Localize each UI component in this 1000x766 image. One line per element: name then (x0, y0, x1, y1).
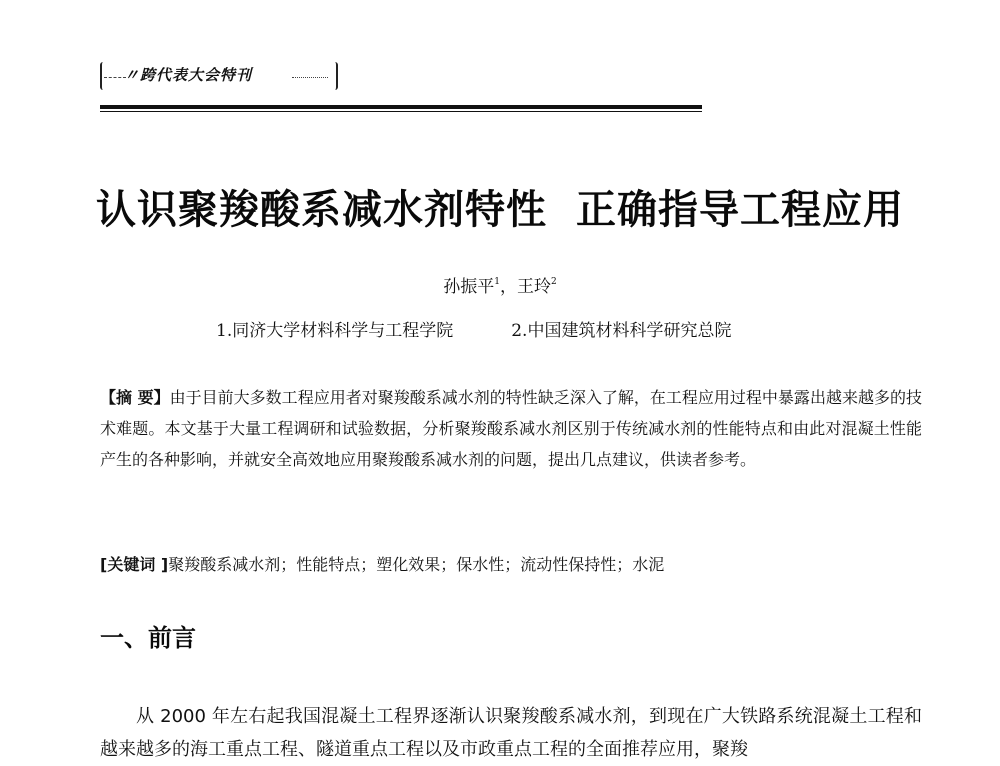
body-paragraph: 从 2000 年左右起我国混凝土工程界逐渐认识聚羧酸系减水剂，到现在广大铁路系统混凝土工程和越来越多的海工重点工程、隧道重点工程以及市政重点工程的全面推荐应用，聚羧 (100, 706, 922, 760)
author-line (0, 272, 1000, 297)
affiliation-1: 1.同济大学材料科学与工程学院 (216, 321, 454, 341)
author-separator: ， (500, 277, 517, 297)
header-ornament-right (292, 77, 328, 78)
paper-title: 认识聚羧酸系减水剂特性 正确指导工程应用 (96, 187, 904, 233)
header-rule-thick (100, 105, 702, 109)
keywords-label: [关键词 ] (100, 555, 169, 574)
author-2-affiliation-mark: 2 (551, 277, 557, 287)
abstract-label: 【摘 要】 (100, 388, 170, 407)
author-1-affiliation-mark: 1 (494, 277, 500, 287)
section-heading-introduction: 一、前言 (100, 624, 196, 652)
journal-banner: 〃跨代表大会特刊 (124, 66, 253, 84)
abstract (100, 382, 922, 475)
author-2: 王玲 (517, 277, 551, 297)
keywords (100, 552, 922, 575)
abstract-text: 由于目前大多数工程应用者对聚羧酸系减水剂的特性缺乏深入了解，在工程应用过程中暴露出越来越多的技术难题。本文基于大量工程调研和试验数据，分析聚羧酸系减水剂区别于传统减水剂的性能特点和由此对混凝土性能产生的各种影响，并就安全高效地应用聚羧酸系减水剂的问题，提出几点建议，供读者参考。 (100, 388, 922, 469)
header-rule-thin (100, 111, 702, 112)
affiliation-line (216, 316, 731, 341)
keywords-text: 聚羧酸系减水剂；性能特点；塑化效果；保水性；流动性保持性；水泥 (168, 555, 665, 574)
header-ornament-left (104, 77, 126, 78)
author-1: 孙振平 (443, 277, 495, 297)
affiliation-2: 2.中国建筑材料科学研究总院 (511, 321, 732, 341)
